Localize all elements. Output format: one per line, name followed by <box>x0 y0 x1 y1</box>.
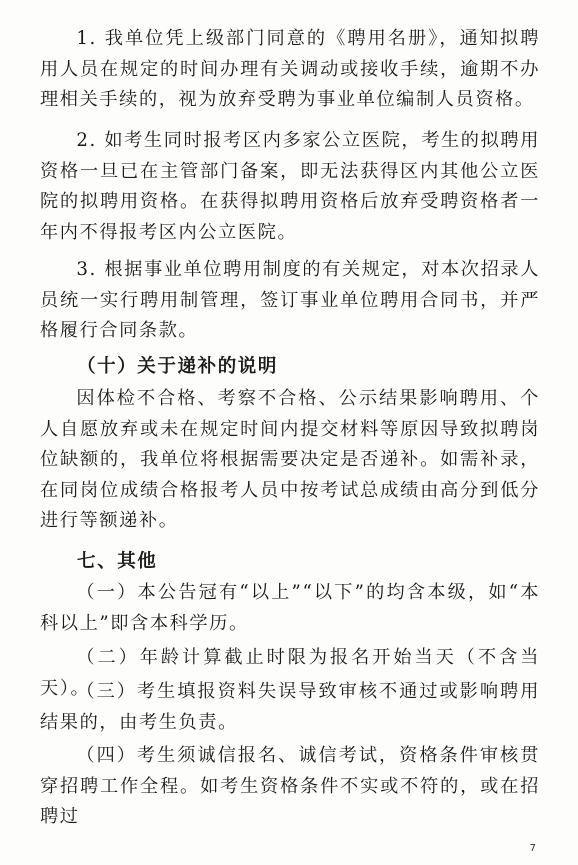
other-item-3: （三）考生填报资料失误导致审核不通过或影响聘用结果的，由考生负责。 <box>40 681 540 733</box>
page-number: 7 <box>529 843 536 854</box>
paragraph-3: 3. 根据事业单位聘用制度的有关规定，对本次招录人员统一实行聘用制管理，签订事业单位聘用合同书，并严格履行合同条款。 <box>40 259 540 341</box>
other-item-4: （四）考生须诚信报名、诚信考试，资格条件审核贯穿招聘工作全程。如考生资格条件不实或不符的，或在招聘过 <box>40 745 540 827</box>
other-item-2: （二）年龄计算截止时限为报名开始当天（不含当天）。 <box>40 647 540 699</box>
other-item-1: （一）本公告冠有“以上”“以下”的均含本级，如“本科以上”即含本科学历。 <box>40 582 540 634</box>
paragraph-2: 2. 如考生同时报考区内多家公立医院，考生的拟聘用资格一旦已在主管部门备案，即无法获得区内其他公立医院的拟聘用资格。在获得拟聘用资格后放弃受聘资格者一年内不得报考区内公立医院。 <box>40 130 540 243</box>
section-heading-10: （十）关于递补的说明 <box>77 356 279 377</box>
section-heading-7: 七、其他 <box>77 551 158 572</box>
paragraph-4: 因体检不合格、考察不合格、公示结果影响聘用、个人自愿放弃或未在规定时间内提交材料等原因导致拟聘岗位缺额的，我单位将根据需要决定是否递补。如需补录，在同岗位成绩合格报考人员中按考试总成绩由高分到低分进行等额递补。 <box>40 388 540 531</box>
paragraph-1: 1. 我单位凭上级部门同意的《聘用名册》，通知拟聘用人员在规定的时间办理有关调动或接收手续，逾期不办理相关手续的，视为放弃受聘为事业单位编制人员资格。 <box>40 28 540 110</box>
